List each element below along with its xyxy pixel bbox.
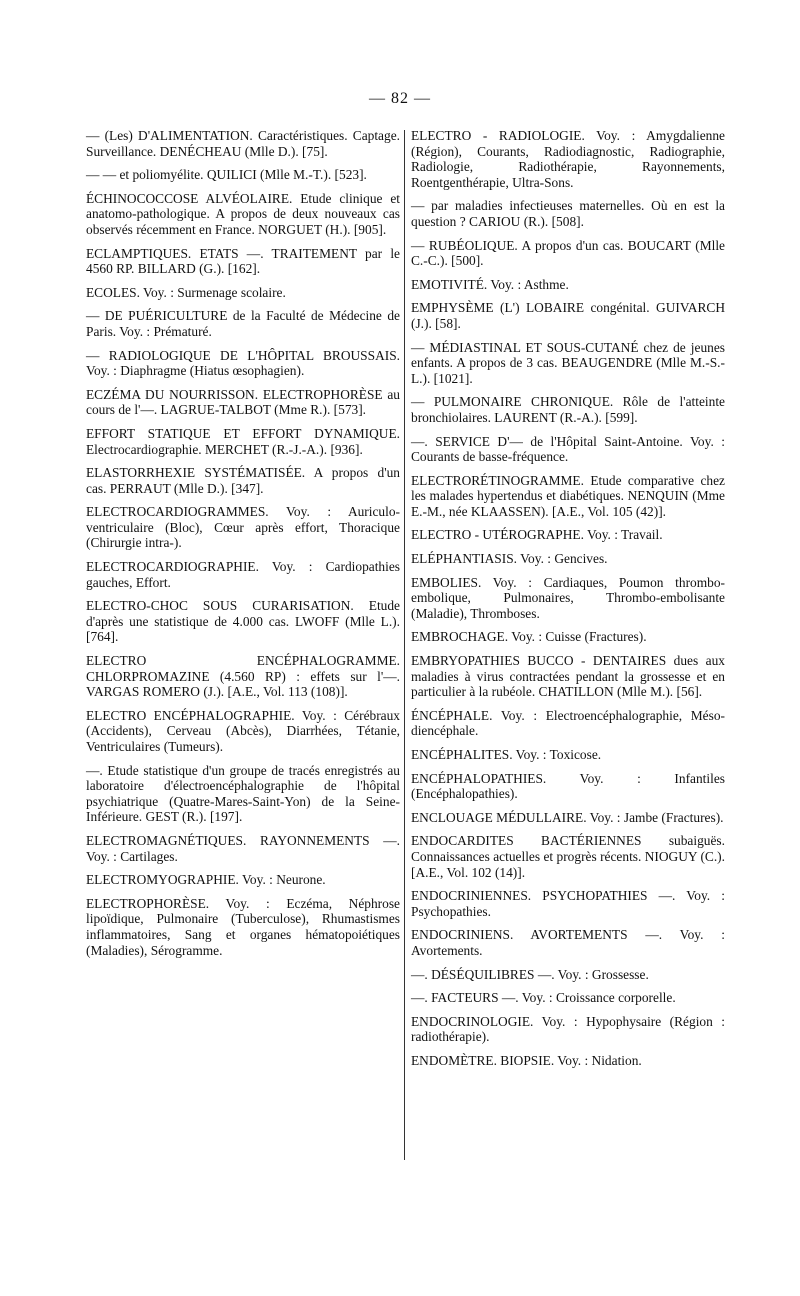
- index-entry: —. FACTEURS —. Voy. : Croissance corporelle.: [411, 990, 676, 1006]
- index-entry: ELECTRO - RADIOLOGIE. Voy. : Amygdalienne (Région), Courants, Radiodiagnostic, Radiographie, Radiologie, Radiothérapie, Rayonnements, Roentgenthérapie, Ultra-Sons.: [411, 128, 725, 190]
- index-entry: — DE PUÉRICULTURE de la Faculté de Médecine de Paris. Voy. : Prématuré.: [86, 308, 400, 339]
- index-entry: ENCÉPHALOPATHIES. Voy. : Infantiles (Encéphalopathies).: [411, 770, 725, 802]
- index-entry: — RADIOLOGIQUE DE L'HÔPITAL BROUSSAIS. Voy. : Diaphragme (Hiatus œsophagien).: [86, 347, 400, 379]
- index-entry: ELECTRO ENCÉPHALOGRAMME. CHLORPROMAZINE (4.560 RP) : effets sur l'—. VARGAS ROMERO (J.). [A.E., Vol. 113 (108)].: [86, 653, 400, 700]
- index-entry: ÉNCÉPHALE. Voy. : Electroencéphalographie, Méso-diencéphale.: [411, 707, 725, 739]
- column-divider: [404, 130, 405, 1160]
- index-entry: ENDOCRINIENS. AVORTEMENTS —. Voy. : Avortements.: [411, 927, 725, 958]
- index-entry: — RUBÉOLIQUE. A propos d'un cas. BOUCART (Mlle C.-C.). [500].: [411, 237, 725, 269]
- index-entry: ENDOCARDITES BACTÉRIENNES subaiguës. Connaissances actuelles et progrès récents. NIOGUY (C.). [A.E., Vol. 102 (14)].: [411, 833, 725, 880]
- index-entry: — (Les) D'ALIMENTATION. Caractéristiques. Captage. Surveillance. DENÉCHEAU (Mlle D.). [75].: [86, 128, 400, 159]
- index-entry: ENDOCRINIENNES. PSYCHOPATHIES —. Voy. : Psychopathies.: [411, 888, 725, 919]
- page-number: — 82 —: [369, 90, 431, 107]
- index-entry: ELECTRO - UTÉROGRAPHE. Voy. : Travail.: [411, 527, 663, 543]
- index-entry: —. SERVICE D'— de l'Hôpital Saint-Antoine. Voy. : Courants de basse-fréquence.: [411, 433, 725, 465]
- index-entry: —. Etude statistique d'un groupe de tracés enregistrés au laboratoire d'électroencéphalographie de l'hôpital psychiatrique (Quatre-Mares-Saint-Yon) de la Seine-Inférieure. GEST (R.). [197].: [86, 762, 400, 825]
- index-entry: ELECTROCARDIOGRAPHIE. Voy. : Cardiopathies gauches, Effort.: [86, 559, 400, 590]
- index-entry: ECZÉMA DU NOURRISSON. ELECTROPHORÈSE au cours de l'—. LAGRUE-TALBOT (Mme R.). [573].: [86, 386, 400, 418]
- index-entry: EMBOLIES. Voy. : Cardiaques, Poumon thrombo-embolique, Pulmonaires, Thrombo-embolisante (Maladie), Thromboses.: [411, 574, 725, 621]
- index-entry: ELECTRORÉTINOGRAMME. Etude comparative chez les malades hypertendus et diabétiques. NENQUIN (Mme E.-M., née KLAASSEN). [A.E., Vol. 105 (42)].: [411, 472, 725, 519]
- index-entry: ÉCHINOCOCCOSE ALVÉOLAIRE. Etude clinique et anatomo-pathologique. A propos de deux nouveaux cas observés récemment en France. NORGUET (H.). [905].: [86, 190, 400, 237]
- right-column: [411, 128, 725, 1077]
- index-entry: — par maladies infectieuses maternelles. Où en est la question ? CARIOU (R.). [508].: [411, 198, 725, 229]
- index-entry: — — et poliomyélite. QUILICI (Mlle M.-T.). [523].: [86, 167, 367, 183]
- index-entry: ELÉPHANTIASIS. Voy. : Gencives.: [411, 551, 608, 567]
- index-entry: ENCÉPHALITES. Voy. : Toxicose.: [411, 747, 602, 762]
- index-entry: ENDOCRINOLOGIE. Voy. : Hypophysaire (Région : radiothérapie).: [411, 1013, 725, 1045]
- index-entry: ELECTROCARDIOGRAMMES. Voy. : Auriculo-ventriculaire (Bloc), Cœur après effort, Thoracique (Chirurgie intra-).: [86, 504, 400, 551]
- index-entry: —. DÉSÉQUILIBRES —. Voy. : Grossesse.: [411, 966, 649, 982]
- index-entry: EMOTIVITÉ. Voy. : Asthme.: [411, 276, 569, 292]
- index-entry: ELECTRO ENCÉPHALOGRAPHIE. Voy. : Cérébraux (Accidents), Cerveau (Abcès), Diarrhées, Tétanie, Ventriculaires (Tumeurs).: [86, 707, 400, 754]
- index-entry: — MÉDIASTINAL ET SOUS-CUTANÉ chez de jeunes enfants. A propos de 3 cas. BEAUGENDRE (Mlle M.-S.-L.). [1021].: [411, 339, 725, 386]
- left-column: [86, 128, 400, 966]
- index-entry: EMPHYSÈME (L') LOBAIRE congénital. GUIVARCH (J.). [58].: [411, 300, 725, 331]
- index-entry: ENCLOUAGE MÉDULLAIRE. Voy. : Jambe (Fractures).: [411, 809, 724, 825]
- index-entry: ECLAMPTIQUES. ETATS —. TRAITEMENT par le 4560 RP. BILLARD (G.). [162].: [86, 245, 400, 277]
- index-entry: — PULMONAIRE CHRONIQUE. Rôle de l'atteinte bronchiolaires. LAURENT (R.-A.). [599].: [411, 394, 725, 425]
- index-entry: EMBROCHAGE. Voy. : Cuisse (Fractures).: [411, 629, 647, 645]
- index-entry: EMBRYOPATHIES BUCCO - DENTAIRES dues aux maladies à virus contractées pendant la grossesse et en particulier à la rubéole. CHATILLON (Mlle M.). [56].: [411, 653, 725, 700]
- index-entry: ELASTORRHEXIE SYSTÉMATISÉE. A propos d'un cas. PERRAUT (Mlle D.). [347].: [86, 465, 400, 496]
- index-entry: ENDOMÈTRE. BIOPSIE. Voy. : Nidation.: [411, 1052, 642, 1068]
- index-entry: ELECTROPHORÈSE. Voy. : Eczéma, Néphrose lipoïdique, Pulmonaire (Tuberculose), Rhumastismes inflammatoires, Sang et organes hématopoiétiques (Maladies), Sérogramme.: [86, 895, 400, 958]
- index-entry: EFFORT STATIQUE ET EFFORT DYNAMIQUE. Electrocardiographie. MERCHET (R.-J.-A.). [936].: [86, 425, 400, 457]
- index-entry: ECOLES. Voy. : Surmenage scolaire.: [86, 284, 286, 300]
- index-entry: ELECTRO-CHOC SOUS CURARISATION. Etude d'après une statistique de 4.000 cas. LWOFF (Mlle L.). [764].: [86, 598, 400, 645]
- index-entry: ELECTROMYOGRAPHIE. Voy. : Neurone.: [86, 872, 326, 888]
- index-entry: ELECTROMAGNÉTIQUES. RAYONNEMENTS —. Voy. : Cartilages.: [86, 832, 400, 864]
